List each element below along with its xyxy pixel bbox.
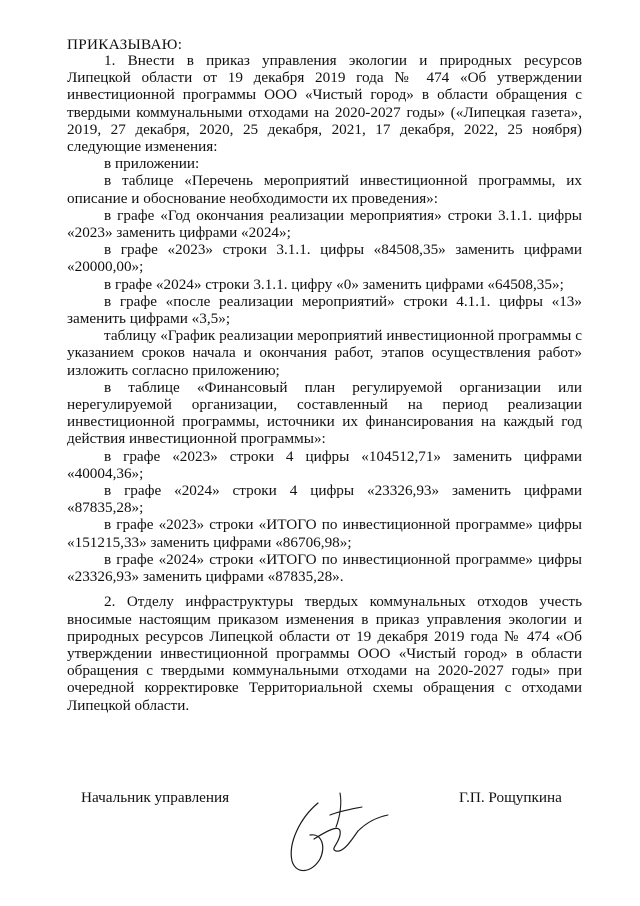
order-heading: ПРИКАЗЫВАЮ:	[67, 36, 183, 53]
signatory-name: Г.П. Рощупкина	[459, 789, 562, 806]
paragraph-change: в графе «2023» строки 3.1.1. цифры «84508,35» заменить цифрами «20000,00»;	[67, 241, 582, 276]
paragraph-schedule-table: таблицу «График реализации мероприятий инвестиционной программы с указанием сроков начала и окончания работ, этапов осуществления работ» изложить согласно приложению;	[67, 327, 582, 379]
paragraph-appendix: в приложении:	[104, 155, 200, 173]
paragraph-change: в графе «2023» строки 4 цифры «104512,71» заменить цифрами «40004,36»;	[67, 447, 582, 482]
paragraph-item-1: 1. Внести в приказ управления экологии и природных ресурсов Липецкой области от 19 декабря 2019 года № 474 «Об утверждении инвестиционной программы ООО «Чистый город» в области обращения с твердыми коммунальными отходами на 2020-2027 годы» («Липецкая газета», 2019, 27 декабря, 2020, 25 декабря, 2021, 17 декабря, 2022, 25 ноября) следующие изменения:	[67, 52, 582, 156]
paragraph-change: в графе «2024» строки 4 цифры «23326,93» заменить цифрами «87835,28»;	[67, 482, 582, 517]
paragraph-change: в графе «Год окончания реализации мероприятия» строки 3.1.1. цифры «2023» заменить цифрами «2024»;	[67, 206, 582, 242]
paragraph-change: в графе «после реализации мероприятий» строки 4.1.1. цифры «13» заменить цифрами «3,5»;	[67, 292, 582, 328]
paragraph-change: в графе «2024» строки «ИТОГО по инвестиционной программе» цифры «23326,93» заменить цифрами «87835,28».	[67, 550, 582, 586]
paragraph-change: в графе «2024» строки 3.1.1. цифру «0» заменить цифрами «64508,35»;	[104, 275, 564, 293]
paragraph-change: в графе «2023» строки «ИТОГО по инвестиционной программе» цифры «151215,33» заменить цифрами «86706,98»;	[67, 516, 582, 551]
paragraph-financial-plan: в таблице «Финансовый план регулируемой организации или нерегулируемой организации, составленный на период реализации инвестиционной программы, источники их финансирования на каждый год действия инвестиционной программы»:	[67, 378, 582, 448]
paragraph-table-measures: в таблице «Перечень мероприятий инвестиционной программы, их описание и обоснование необходимости их проведения»:	[67, 172, 582, 207]
handwritten-signature	[270, 773, 410, 883]
order-body	[67, 52, 582, 714]
paragraph-item-2: 2. Отделу инфраструктуры твердых коммунальных отходов учесть вносимые настоящим приказом изменения в приказ управления экологии и природных ресурсов Липецкой области от 19 декабря 2019 года № 474 «Об утверждении инвестиционной программы ООО «Чистый город» в области обращения с твердыми коммунальными отходами на 2020-2027 годы» при очередной корректировке Территориальной схемы обращения с отходами Липецкой области.	[67, 593, 582, 714]
signatory-title: Начальник управления	[81, 789, 230, 806]
